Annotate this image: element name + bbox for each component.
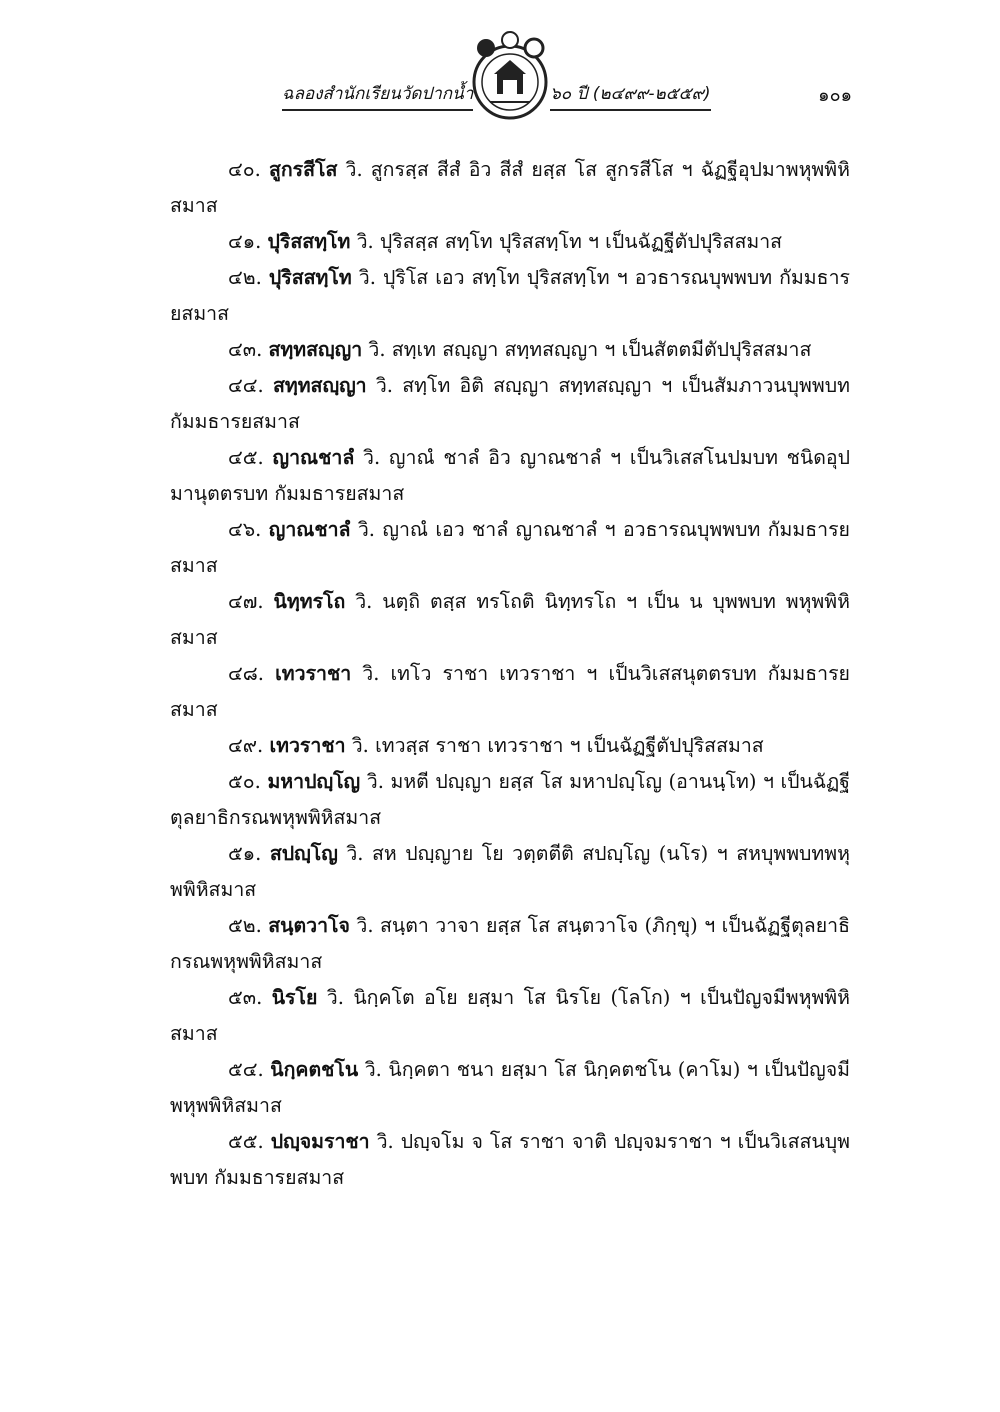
entry-number: ๔๐. (228, 158, 261, 181)
entry-number: ๔๗. (228, 590, 264, 613)
entry-number: ๔๙. (228, 734, 264, 757)
entry-term: ปุริสสทฺโท (267, 230, 351, 253)
entry-term: เทวราชา (275, 662, 352, 685)
list-item (170, 764, 850, 836)
entry-number: ๔๒. (228, 266, 262, 289)
entry-definition: วิ. ปุริโส เอว สทฺโท ปุริสสทฺโท ฯ อวธารณบุพพบท กัมมธารยสมาส (170, 266, 850, 325)
header-left-title: ฉลองสำนักเรียนวัดปากน้ำ (282, 80, 473, 111)
list-item (170, 224, 850, 260)
entry-term: ญาณชาลํ (272, 446, 355, 469)
list-item (170, 260, 850, 332)
header-right-title: ๖๐ ปี (๒๔๙๙-๒๕๕๙) (550, 80, 711, 111)
list-item (170, 512, 850, 584)
entry-term: สทฺทสญฺญา (268, 338, 363, 361)
page-number: ๑๐๑ (818, 85, 852, 106)
entry-number: ๕๒. (228, 914, 262, 937)
entry-definition: วิ. สห ปญฺญาย โย วตฺตตีติ สปญฺโญ (นโร) ฯ สหบุพพบทพหุพพิหิสมาส (170, 842, 850, 901)
entry-definition: วิ. ปญฺจโม จ โส ราชา จาติ ปญฺจมราชา ฯ เป็นวิเสสนบุพพบท กัมมธารยสมาส (170, 1130, 850, 1189)
list-item (170, 368, 850, 440)
list-item (170, 584, 850, 656)
list-item (170, 1124, 850, 1196)
entry-definition: วิ. ญาณํ ชาลํ อิว ญาณชาลํ ฯ เป็นวิเสสโนปมบท ชนิดอุปมานุตตรบท กัมมธารยสมาส (170, 446, 851, 505)
entry-number: ๕๔. (228, 1058, 264, 1081)
entry-term: สนฺตวาโจ (268, 914, 350, 937)
entry-term: นิทฺทรโถ (273, 590, 346, 613)
entry-definition: วิ. เทโว ราชา เทวราชา ฯ เป็นวิเสสนุตตรบท กัมมธารยสมาส (170, 662, 850, 721)
entry-definition: วิ. สทฺโท อิติ สญฺญา สทฺทสญฺญา ฯ เป็นสัมภาวนบุพพบท กัมมธารยสมาส (170, 374, 850, 433)
entry-term: มหาปญฺโญ (267, 770, 361, 793)
entry-number: ๔๑. (228, 230, 262, 253)
entry-definition: วิ. นิกฺคโต อโย ยสฺมา โส นิรโย (โลโก) ฯ เป็นปัญจมีพหุพพิหิสมาส (170, 986, 851, 1045)
entry-number: ๔๕. (228, 446, 264, 469)
entry-term: ญาณชาลํ (268, 518, 351, 541)
entry-term: ปุริสสทฺโท (268, 266, 352, 289)
entry-definition: วิ. นตฺถิ ตสฺส ทรโถติ นิทฺทรโถ ฯ เป็น น บุพพบท พหุพพิหิสมาส (170, 590, 850, 649)
entry-number: ๕๓. (228, 986, 263, 1009)
list-item (170, 332, 850, 368)
entry-definition: วิ. สูกรสฺส สีสํ อิว สีสํ ยสฺส โส สูกรสีโส ฯ ฉัฏฐีอุปมาพหุพพิหิสมาส (170, 158, 850, 217)
entry-term: สปญฺโญ (269, 842, 338, 865)
entry-definition: วิ. ญาณํ เอว ชาลํ ญาณชาลํ ฯ อวธารณบุพพบท กัมมธารยสมาส (170, 518, 850, 577)
entry-definition: วิ. สทฺเท สญฺญา สทฺทสญฺญา ฯ เป็นสัตตมีตัปปุริสสมาส (362, 338, 812, 361)
entry-term: เทวราชา (269, 734, 346, 757)
entry-number: ๕๕. (228, 1130, 264, 1153)
page-header (170, 30, 870, 120)
entry-number: ๔๓. (228, 338, 263, 361)
entry-definition: วิ. เทวสฺส ราชา เทวราชา ฯ เป็นฉัฏฐีตัปปุริสสมาส (345, 734, 764, 757)
list-item (170, 440, 850, 512)
list-item (170, 980, 850, 1052)
entry-definition: วิ. มหตี ปญฺญา ยสฺส โส มหาปญฺโญ (อานนฺโท) ฯ เป็นฉัฏฐีตุลยาธิกรณพหุพพิหิสมาส (170, 770, 851, 829)
entry-number: ๔๘. (228, 662, 265, 685)
list-item (170, 908, 850, 980)
entry-number: ๔๖. (228, 518, 262, 541)
entry-term: นิกฺคตชโน (270, 1058, 359, 1081)
list-item (170, 656, 850, 728)
list-item (170, 152, 850, 224)
entry-definition: วิ. นิกฺคตา ชนา ยสฺมา โส นิกฺคตชโน (คาโม) ฯ เป็นปัญจมีพหุพพิหิสมาส (170, 1058, 850, 1117)
entry-definition: วิ. ปุริสสฺส สทฺโท ปุริสสทฺโท ฯ เป็นฉัฏฐีตัปปุริสสมาส (350, 230, 783, 253)
list-item (170, 728, 850, 764)
list-item (170, 1052, 850, 1124)
entry-term: ปญฺจมราชา (270, 1130, 370, 1153)
entry-term: สทฺทสญฺญา (272, 374, 367, 397)
entry-term: นิรโย (271, 986, 318, 1009)
entry-number: ๕๑. (228, 842, 262, 865)
temple-seal-icon (470, 30, 550, 122)
entry-list (170, 152, 850, 1196)
list-item (170, 836, 850, 908)
entry-number: ๔๔. (228, 374, 264, 397)
entry-term: สูกรสีโส (268, 158, 338, 181)
entry-number: ๕๐. (228, 770, 261, 793)
entry-definition: วิ. สนฺตา วาจา ยสฺส โส สนฺตวาโจ (ภิกฺขุ) ฯ เป็นฉัฏฐีตุลยาธิ กรณพหุพพิหิสมาส (170, 914, 850, 973)
